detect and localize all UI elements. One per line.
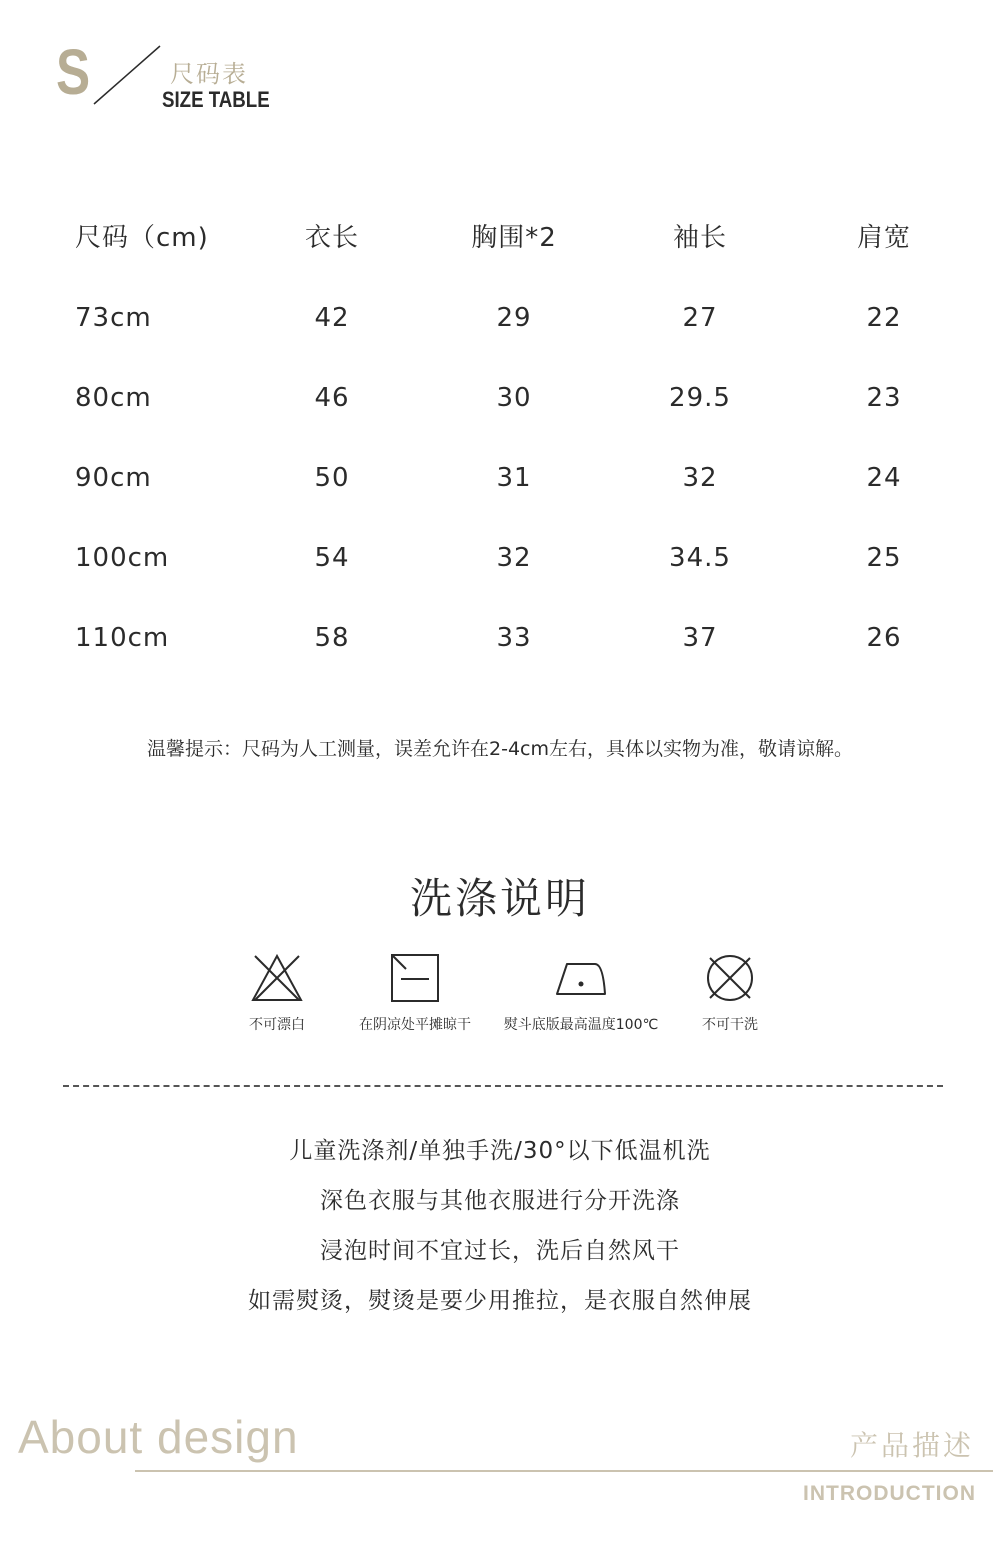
sleeve-cell: 32 [682, 463, 718, 493]
table-row [75, 370, 955, 450]
shoulder-cell: 24 [866, 463, 902, 493]
care-label: 熨斗底版最高温度100℃ [503, 1017, 659, 1033]
wash-title: 洗涤说明 [409, 874, 590, 923]
about-design-heading: About design [18, 1411, 299, 1463]
table-row [75, 450, 955, 530]
sleeve-cell: 27 [682, 303, 718, 333]
size-table-letter-logo: S [56, 36, 91, 108]
table-row [75, 290, 955, 370]
shoulder-cell: 23 [866, 383, 902, 413]
wash-instruction-line: 深色衣服与其他衣服进行分开洗涤 [320, 1188, 680, 1214]
header-sleeve: 袖长 [672, 223, 727, 253]
length-cell: 50 [314, 463, 350, 493]
no-bleach-icon [249, 952, 305, 1004]
dry-flat-shade-icon [389, 952, 441, 1004]
sleeve-cell: 29.5 [669, 383, 731, 413]
wash-instruction-line: 浸泡时间不宜过长，洗后自然风干 [320, 1238, 680, 1264]
header-size: 尺码（cm) [75, 223, 209, 253]
sleeve-cell: 34.5 [669, 543, 731, 573]
sleeve-cell: 37 [682, 623, 718, 653]
table-header-row [75, 210, 955, 290]
size-cell: 90cm [75, 463, 152, 493]
shoulder-cell: 22 [866, 303, 902, 333]
chest-cell: 31 [496, 463, 532, 493]
size-table [75, 210, 955, 690]
care-label: 不可漂白 [249, 1017, 305, 1033]
product-description-title-cn: 产品描述 [849, 1429, 974, 1462]
chest-cell: 30 [496, 383, 532, 413]
size-cell: 73cm [75, 303, 152, 333]
shoulder-cell: 26 [866, 623, 902, 653]
length-cell: 42 [314, 303, 350, 333]
no-dry-clean-icon [704, 952, 756, 1004]
chest-cell: 33 [496, 623, 532, 653]
care-label: 在阴凉处平摊晾干 [359, 1017, 471, 1033]
size-cell: 80cm [75, 383, 152, 413]
chest-cell: 32 [496, 543, 532, 573]
table-row [75, 530, 955, 610]
care-symbol-no-dry-clean [630, 952, 830, 1034]
size-cell: 100cm [75, 543, 170, 573]
shoulder-cell: 25 [866, 543, 902, 573]
header-chest: 胸围*2 [471, 223, 557, 253]
chest-cell: 29 [496, 303, 532, 333]
footer-divider [135, 1470, 993, 1472]
slash-divider [92, 44, 162, 106]
iron-100-icon [553, 952, 609, 1004]
care-label: 不可干洗 [702, 1017, 758, 1033]
wash-instruction-line: 如需熨烫，熨烫是要少用推拉，是衣服自然伸展 [248, 1288, 752, 1314]
table-row [75, 610, 955, 690]
length-cell: 58 [314, 623, 350, 653]
dashed-divider [63, 1085, 943, 1087]
size-table-title-en: SIZE TABLE [162, 87, 270, 112]
header-length: 衣长 [304, 223, 359, 253]
length-cell: 46 [314, 383, 350, 413]
size-cell: 110cm [75, 623, 170, 653]
introduction-title-en: INTRODUCTION [803, 1482, 976, 1505]
wash-instruction-line: 儿童洗涤剂/单独手洗/30°以下低温机洗 [289, 1138, 711, 1164]
measurement-tip: 温馨提示：尺码为人工测量，误差允许在2-4cm左右，具体以实物为准，敬请谅解。 [147, 738, 853, 760]
header-shoulder: 肩宽 [856, 223, 911, 253]
size-table-title-cn: 尺码表 [170, 60, 248, 88]
length-cell: 54 [314, 543, 350, 573]
